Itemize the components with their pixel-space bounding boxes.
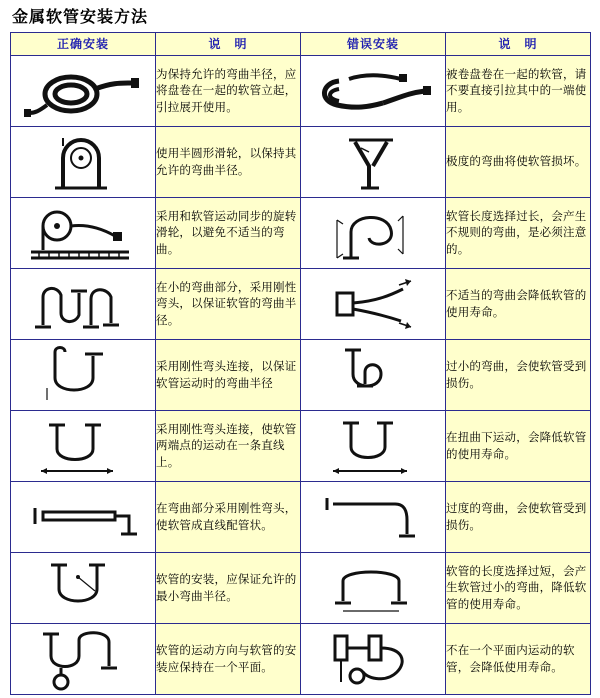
figure-cell-correct [11,268,156,339]
figure-cell-wrong [301,197,446,268]
description-correct: 在弯曲部分采用刚性弯头，使软管成直线配管状。 [156,481,301,552]
table-row [11,126,591,197]
description-correct: 软管的安装，应保证允许的最小弯曲半径。 [156,552,301,623]
coiled-hose-pulled-one-end-icon [301,61,445,121]
motion-direction-same-plane-icon [11,626,155,692]
table-row [11,339,591,410]
description-correct: 采用刚性弯头连接，以保证软管运动时的弯曲半径 [156,339,301,410]
figure-cell-wrong [301,552,446,623]
figure-cell-correct [11,410,156,481]
description-wrong: 软管长度选择过长，会产生不规则的弯曲，是必须注意的。 [446,197,591,268]
figure-cell-correct [11,339,156,410]
description-wrong: 过小的弯曲，会使软管受到损伤。 [446,339,591,410]
figure-cell-correct [11,552,156,623]
description-correct: 采用刚性弯头连接，使软管两端点的运动在一条直线上。 [156,410,301,481]
description-wrong: 不在一个平面内运动的软管，会降低使用寿命。 [446,623,591,694]
table-row [11,55,591,126]
table-row [11,197,591,268]
table-row [11,410,591,481]
table-row [11,552,591,623]
over-bend-l-shape-icon [301,486,445,548]
page-title: 金属软管安装方法 [12,7,149,26]
rigid-elbow-small-bend-icon [11,273,155,335]
sharp-bend-over-edge-icon [301,132,445,192]
description-correct: 采用和软管运动同步的旋转滑轮，以避免不适当的弯曲。 [156,197,301,268]
header-correct-install: 正确安装 [11,32,156,55]
hose-installation-table [10,32,591,695]
figure-cell-wrong [301,623,446,694]
excess-length-irregular-bend-icon [301,202,445,264]
header-wrong-description: 说 明 [446,32,591,55]
figure-cell-wrong [301,55,446,126]
table-row [11,623,591,694]
coiled-hose-standing-reel-icon [11,61,155,121]
description-wrong: 被卷盘卷在一起的软管，请不要直接引拉其中的一端使用。 [446,55,591,126]
figure-cell-wrong [301,126,446,197]
description-wrong: 极度的弯曲将使软管损坏。 [446,126,591,197]
header-correct-description: 说 明 [156,32,301,55]
rigid-elbows-straight-line-motion-icon [11,415,155,477]
too-small-bend-loop-icon [301,344,445,406]
excess-length-flat-loop-icon [301,557,445,619]
twisted-u-bend-motion-icon [301,415,445,477]
table-header-row [11,32,591,55]
description-wrong: 在扭曲下运动，会降低软管的使用寿命。 [446,410,591,481]
table-row [11,268,591,339]
figure-cell-correct [11,126,156,197]
figure-cell-wrong [301,268,446,339]
figure-cell-correct [11,623,156,694]
figure-cell-wrong [301,339,446,410]
rigid-elbow-u-loop-icon [11,344,155,406]
description-wrong: 软管的长度选择过短，会产生软管过小的弯曲，降低软管的使用寿命。 [446,552,591,623]
minimum-bend-radius-u-install-icon [11,557,155,619]
table-row [11,481,591,552]
figure-cell-wrong [301,410,446,481]
description-correct: 使用半圆形滑轮，以保持其允许的弯曲半径。 [156,126,301,197]
figure-cell-correct [11,197,156,268]
description-wrong: 过度的弯曲，会使软管受到损伤。 [446,481,591,552]
description-correct: 在小的弯曲部分，采用刚性弯头，以保证软管的弯曲半径。 [156,268,301,339]
description-correct: 为保持允许的弯曲半径，应将盘卷在一起的软管立起，引拉展开使用。 [156,55,301,126]
motion-out-of-plane-icon [301,626,445,692]
figure-cell-wrong [301,481,446,552]
straight-pipe-with-rigid-elbow-icon [11,486,155,548]
figure-cell-correct [11,55,156,126]
improper-tight-bend-arrows-icon [301,273,445,335]
semicircular-sheave-guide-icon [11,132,155,192]
header-wrong-install: 错误安装 [301,32,446,55]
description-correct: 软管的运动方向与软管的安装应保持在一个平面。 [156,623,301,694]
rotating-sheave-with-chain-icon [11,202,155,264]
figure-cell-correct [11,481,156,552]
description-wrong: 不适当的弯曲会降低软管的使用寿命。 [446,268,591,339]
